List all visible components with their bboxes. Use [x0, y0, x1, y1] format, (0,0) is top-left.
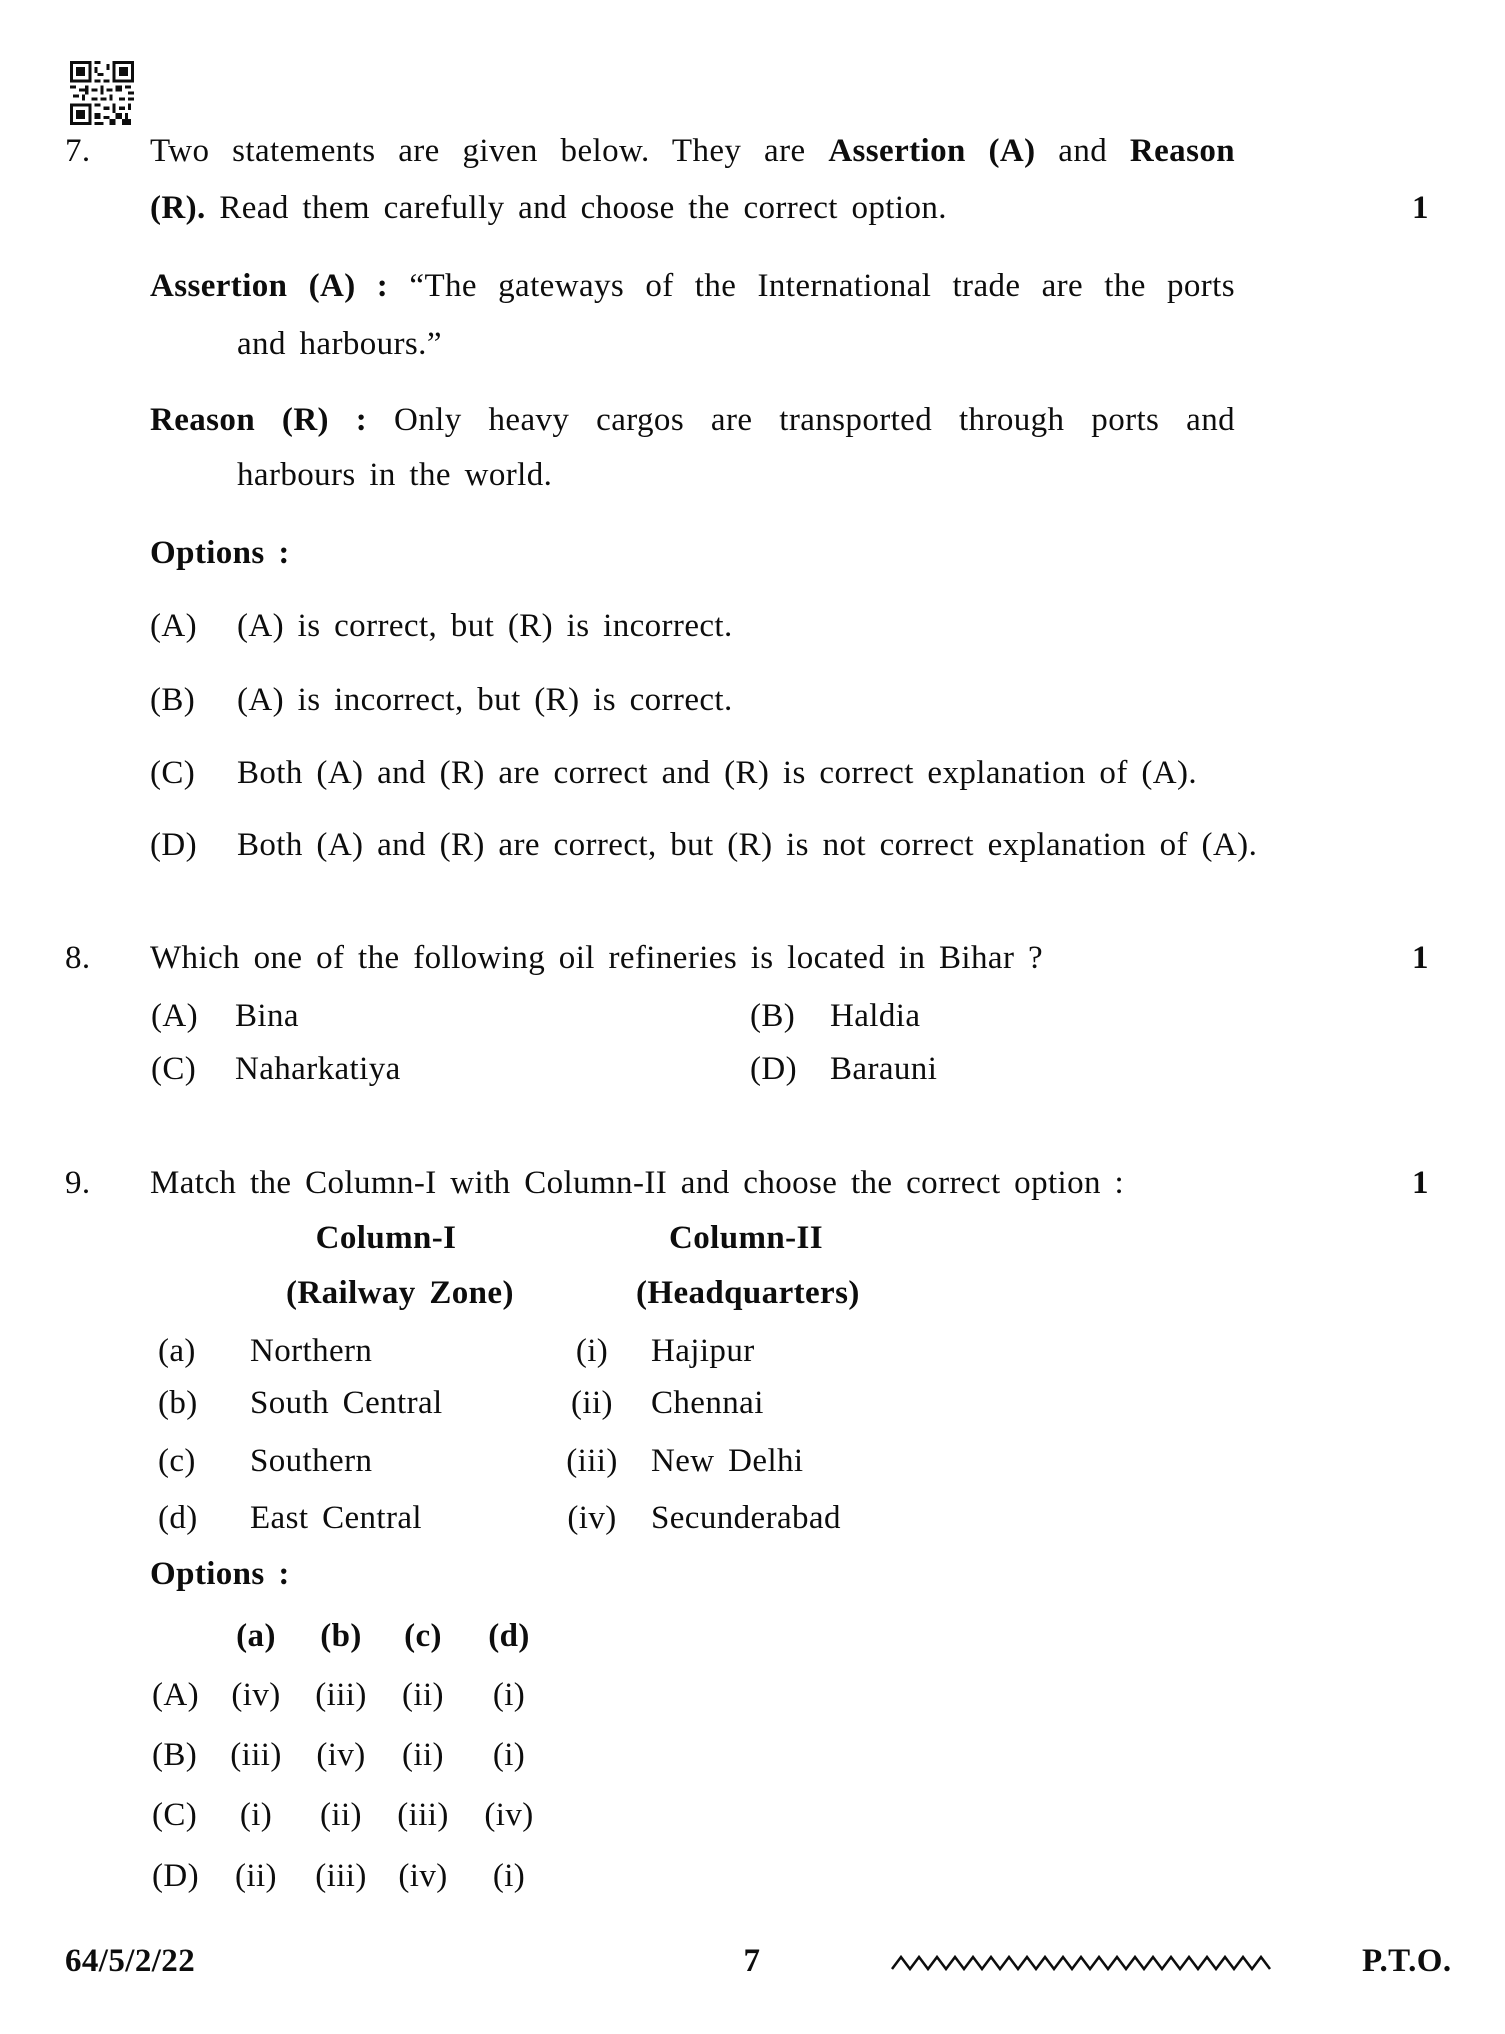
grid-header-a: (a) — [236, 1618, 276, 1654]
question-text: Match the Column-I with Column-II and choose the correct option : — [150, 1165, 1125, 1201]
option-text: (A) is incorrect, but (R) is correct. — [237, 682, 733, 718]
option-label: (B) — [152, 1737, 198, 1773]
headquarters-city: Secunderabad — [651, 1500, 841, 1536]
option-label: (D) — [152, 1858, 200, 1894]
option-cell: (iii) — [315, 1677, 367, 1713]
match-roman: (i) — [575, 1333, 609, 1369]
qr-code-icon — [70, 58, 134, 128]
match-label: (a) — [158, 1333, 196, 1369]
reason-line-2: harbours in the world. — [237, 457, 553, 493]
option-cell: (ii) — [235, 1858, 277, 1894]
grid-header-b: (b) — [320, 1618, 362, 1654]
column-1-subheader: (Railway Zone) — [286, 1275, 514, 1311]
marks-badge: 1 — [1412, 190, 1429, 226]
option-cell: (iii) — [315, 1858, 367, 1894]
option-text: Both (A) and (R) are correct and (R) is correct explanation of (A). — [237, 755, 1198, 791]
match-roman: (ii) — [571, 1385, 613, 1421]
question-number: 7. — [65, 133, 91, 169]
headquarters-city: New Delhi — [651, 1443, 804, 1479]
option-text: Naharkatiya — [235, 1051, 401, 1087]
options-heading: Options : — [150, 535, 290, 571]
option-label: (D) — [150, 827, 198, 863]
assertion-line-1 — [150, 268, 1235, 306]
question-text-line-1 — [150, 133, 1235, 171]
option-cell: (ii) — [320, 1797, 362, 1833]
question-text-line-2 — [150, 190, 947, 228]
option-label: (B) — [150, 682, 196, 718]
option-cell: (iii) — [230, 1737, 282, 1773]
grid-header-c: (c) — [404, 1618, 442, 1654]
match-label: (c) — [158, 1443, 196, 1479]
option-label: (D) — [750, 1051, 798, 1087]
reason-line-1 — [150, 402, 1235, 440]
option-cell: (iv) — [484, 1797, 534, 1833]
railway-zone: East Central — [250, 1500, 422, 1536]
reason-text: Only heavy cargos are transported through ports and — [394, 402, 1235, 438]
option-text: Bina — [235, 998, 299, 1034]
question-text: Two statements are given below. They are — [150, 133, 829, 169]
grid-header-d: (d) — [488, 1618, 530, 1654]
assertion-keyword: Assertion (A) — [828, 133, 1036, 169]
option-cell: (iv) — [231, 1677, 281, 1713]
options-heading: Options : — [150, 1556, 290, 1592]
paper-code: 64/5/2/22 — [65, 1943, 196, 1979]
option-cell: (iii) — [397, 1797, 449, 1833]
option-cell: (ii) — [402, 1677, 444, 1713]
match-roman: (iii) — [566, 1443, 618, 1479]
option-text: Haldia — [830, 998, 921, 1034]
question-text: Read them carefully and choose the correct option. — [205, 190, 947, 226]
option-cell: (ii) — [402, 1737, 444, 1773]
column-2-subheader: (Headquarters) — [636, 1275, 860, 1311]
assertion-line-2: and harbours.” — [237, 326, 442, 362]
headquarters-city: Hajipur — [651, 1333, 755, 1369]
option-cell: (iv) — [398, 1858, 448, 1894]
option-label: (C) — [152, 1797, 198, 1833]
question-number: 9. — [65, 1165, 91, 1201]
column-1-header: Column-I — [315, 1220, 457, 1256]
pto-label: P.T.O. — [1362, 1943, 1452, 1979]
column-2-header: Column-II — [669, 1220, 823, 1256]
option-label: (A) — [150, 608, 198, 644]
question-text: Which one of the following oil refineries is located in Bihar ? — [150, 940, 1044, 976]
reason-abbrev: (R). — [150, 190, 206, 226]
option-text: (A) is correct, but (R) is incorrect. — [237, 608, 733, 644]
option-label: (C) — [150, 755, 196, 791]
page-number: 7 — [743, 1943, 761, 1979]
option-cell: (i) — [492, 1858, 526, 1894]
marks-badge: 1 — [1412, 940, 1429, 976]
match-label: (d) — [158, 1500, 198, 1536]
option-text: Barauni — [830, 1051, 938, 1087]
railway-zone: South Central — [250, 1385, 443, 1421]
option-label: (A) — [152, 1677, 200, 1713]
option-cell: (i) — [239, 1797, 273, 1833]
match-roman: (iv) — [567, 1500, 617, 1536]
match-label: (b) — [158, 1385, 198, 1421]
option-text: Both (A) and (R) are correct, but (R) is not correct explanation of (A). — [237, 827, 1258, 863]
railway-zone: Northern — [250, 1333, 373, 1369]
assertion-label: Assertion (A) : — [150, 268, 389, 304]
assertion-text: “The gateways of the International trade are the ports — [409, 268, 1235, 304]
zigzag-line — [890, 1950, 1280, 1976]
option-cell: (i) — [492, 1677, 526, 1713]
railway-zone: Southern — [250, 1443, 373, 1479]
option-label: (A) — [151, 998, 199, 1034]
option-label: (B) — [750, 998, 796, 1034]
option-label: (C) — [151, 1051, 197, 1087]
option-cell: (i) — [492, 1737, 526, 1773]
reason-label: Reason (R) : — [150, 402, 368, 438]
question-text: and — [1035, 133, 1130, 169]
question-number: 8. — [65, 940, 91, 976]
marks-badge: 1 — [1412, 1165, 1429, 1201]
reason-keyword: Reason — [1129, 133, 1235, 169]
option-cell: (iv) — [316, 1737, 366, 1773]
headquarters-city: Chennai — [651, 1385, 764, 1421]
